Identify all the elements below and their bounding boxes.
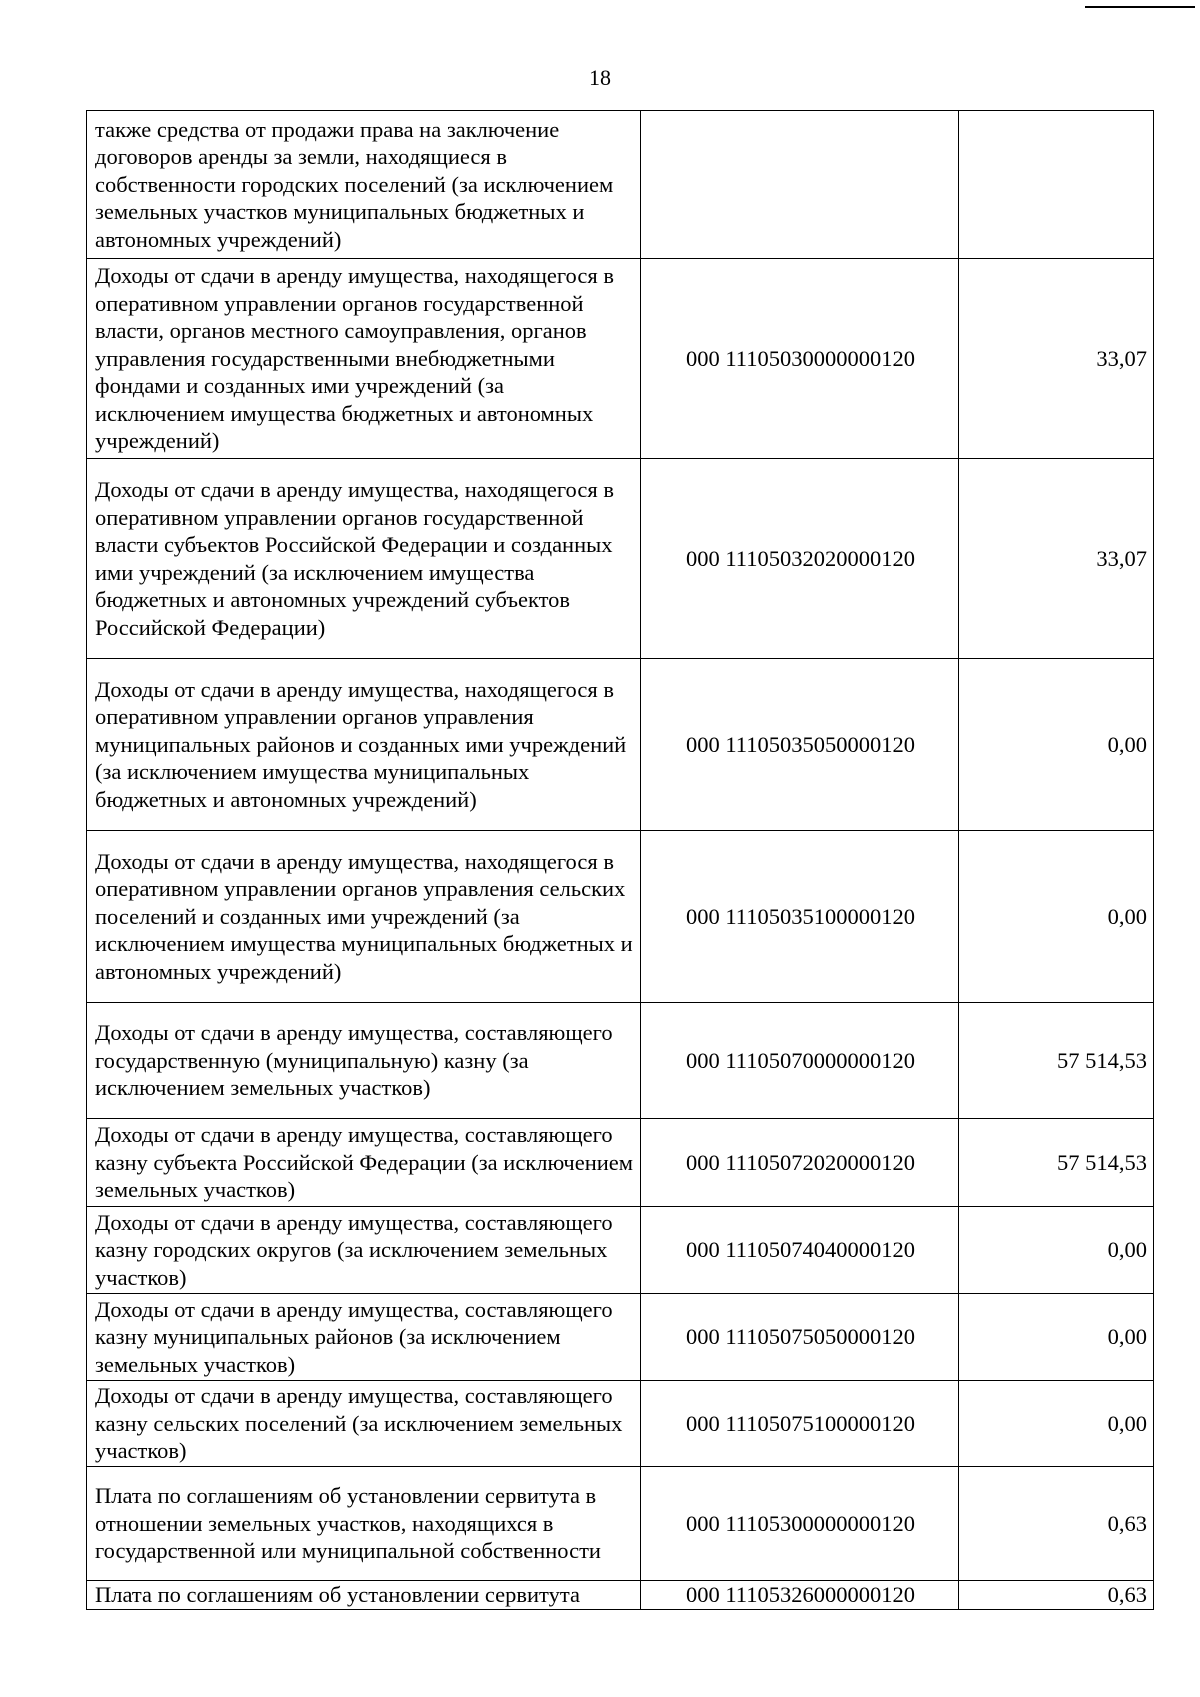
revenue-code-cell: 000 11105074040000120 — [641, 1207, 959, 1294]
revenue-code-cell: 000 11105032020000120 — [641, 459, 959, 659]
revenue-code-cell: 000 11105035100000120 — [641, 831, 959, 1003]
table-row — [87, 1581, 1154, 1610]
table-row — [87, 259, 1154, 459]
table-row — [87, 1467, 1154, 1581]
revenue-name-cell: Доходы от сдачи в аренду имущества, составляющего казну сельских поселений (за исключением земельных участков) — [87, 1381, 641, 1467]
revenue-name-cell: Доходы от сдачи в аренду имущества, составляющего казну субъекта Российской Федерации (за исключением земельных участков) — [87, 1119, 641, 1207]
table-row — [87, 1294, 1154, 1381]
revenue-value-cell: 0,00 — [959, 1207, 1154, 1294]
revenue-value-cell: 57 514,53 — [959, 1119, 1154, 1207]
table-row — [87, 1119, 1154, 1207]
table-row — [87, 111, 1154, 259]
revenue-name-cell: Доходы от сдачи в аренду имущества, находящегося в оперативном управлении органов управления сельских поселений и созданных ими учреждений (за исключением имущества муниципальных бюджетных и автономных учреждений) — [87, 831, 641, 1003]
revenue-value-cell: 0,00 — [959, 659, 1154, 831]
table-row — [87, 1207, 1154, 1294]
revenue-name-cell: Доходы от сдачи в аренду имущества, составляющего государственную (муниципальную) казну (за исключением земельных участков) — [87, 1003, 641, 1119]
page-number: 18 — [589, 65, 611, 90]
table-row — [87, 1003, 1154, 1119]
revenue-code-cell: 000 11105070000000120 — [641, 1003, 959, 1119]
revenue-code-cell: 000 11105326000000120 — [641, 1581, 959, 1610]
revenue-name-cell: Доходы от сдачи в аренду имущества, находящегося в оперативном управлении органов государственной власти субъектов Российской Федерации и созданных ими учреждений (за исключением имущества бюджетных и автономных учреждений субъектов Российской Федерации) — [87, 459, 641, 659]
revenue-code-cell: 000 11105035050000120 — [641, 659, 959, 831]
table-row — [87, 459, 1154, 659]
revenue-name-cell: также средства от продажи права на заключение договоров аренды за земли, находящиеся в собственности городских поселений (за исключением земельных участков муниципальных бюджетных и автономных учреждений) — [87, 111, 641, 259]
revenue-value-cell: 0,00 — [959, 1381, 1154, 1467]
revenue-value-cell — [959, 111, 1154, 259]
revenue-table — [86, 110, 1154, 1610]
revenue-code-cell: 000 11105030000000120 — [641, 259, 959, 459]
revenue-code-cell: 000 11105075100000120 — [641, 1381, 959, 1467]
revenue-name-cell: Доходы от сдачи в аренду имущества, находящегося в оперативном управлении органов управления муниципальных районов и созданных ими учреждений (за исключением имущества муниципальных бюджетных и автономных учреждений) — [87, 659, 641, 831]
revenue-name-cell: Плата по соглашениям об установлении сервитута в отношении земельных участков, находящихся в государственной или муниципальной собственности — [87, 1467, 641, 1581]
revenue-name-cell: Доходы от сдачи в аренду имущества, составляющего казну городских округов (за исключением земельных участков) — [87, 1207, 641, 1294]
table-row — [87, 831, 1154, 1003]
revenue-value-cell: 0,63 — [959, 1467, 1154, 1581]
revenue-code-cell: 000 11105300000000120 — [641, 1467, 959, 1581]
revenue-value-cell: 0,63 — [959, 1581, 1154, 1610]
top-edge-line — [1085, 6, 1195, 8]
table-row — [87, 659, 1154, 831]
revenue-value-cell: 0,00 — [959, 831, 1154, 1003]
revenue-value-cell: 57 514,53 — [959, 1003, 1154, 1119]
revenue-code-cell: 000 11105072020000120 — [641, 1119, 959, 1207]
revenue-value-cell: 0,00 — [959, 1294, 1154, 1381]
revenue-code-cell — [641, 111, 959, 259]
revenue-code-cell: 000 11105075050000120 — [641, 1294, 959, 1381]
revenue-name-cell: Плата по соглашениям об установлении сервитута — [87, 1581, 641, 1610]
revenue-name-cell: Доходы от сдачи в аренду имущества, составляющего казну муниципальных районов (за исключением земельных участков) — [87, 1294, 641, 1381]
revenue-value-cell: 33,07 — [959, 459, 1154, 659]
revenue-value-cell: 33,07 — [959, 259, 1154, 459]
table-row — [87, 1381, 1154, 1467]
revenue-name-cell: Доходы от сдачи в аренду имущества, находящегося в оперативном управлении органов государственной власти, органов местного самоуправления, органов управления государственными внебюджетными фондами и созданных ими учреждений (за исключением имущества бюджетных и автономных учреждений) — [87, 259, 641, 459]
